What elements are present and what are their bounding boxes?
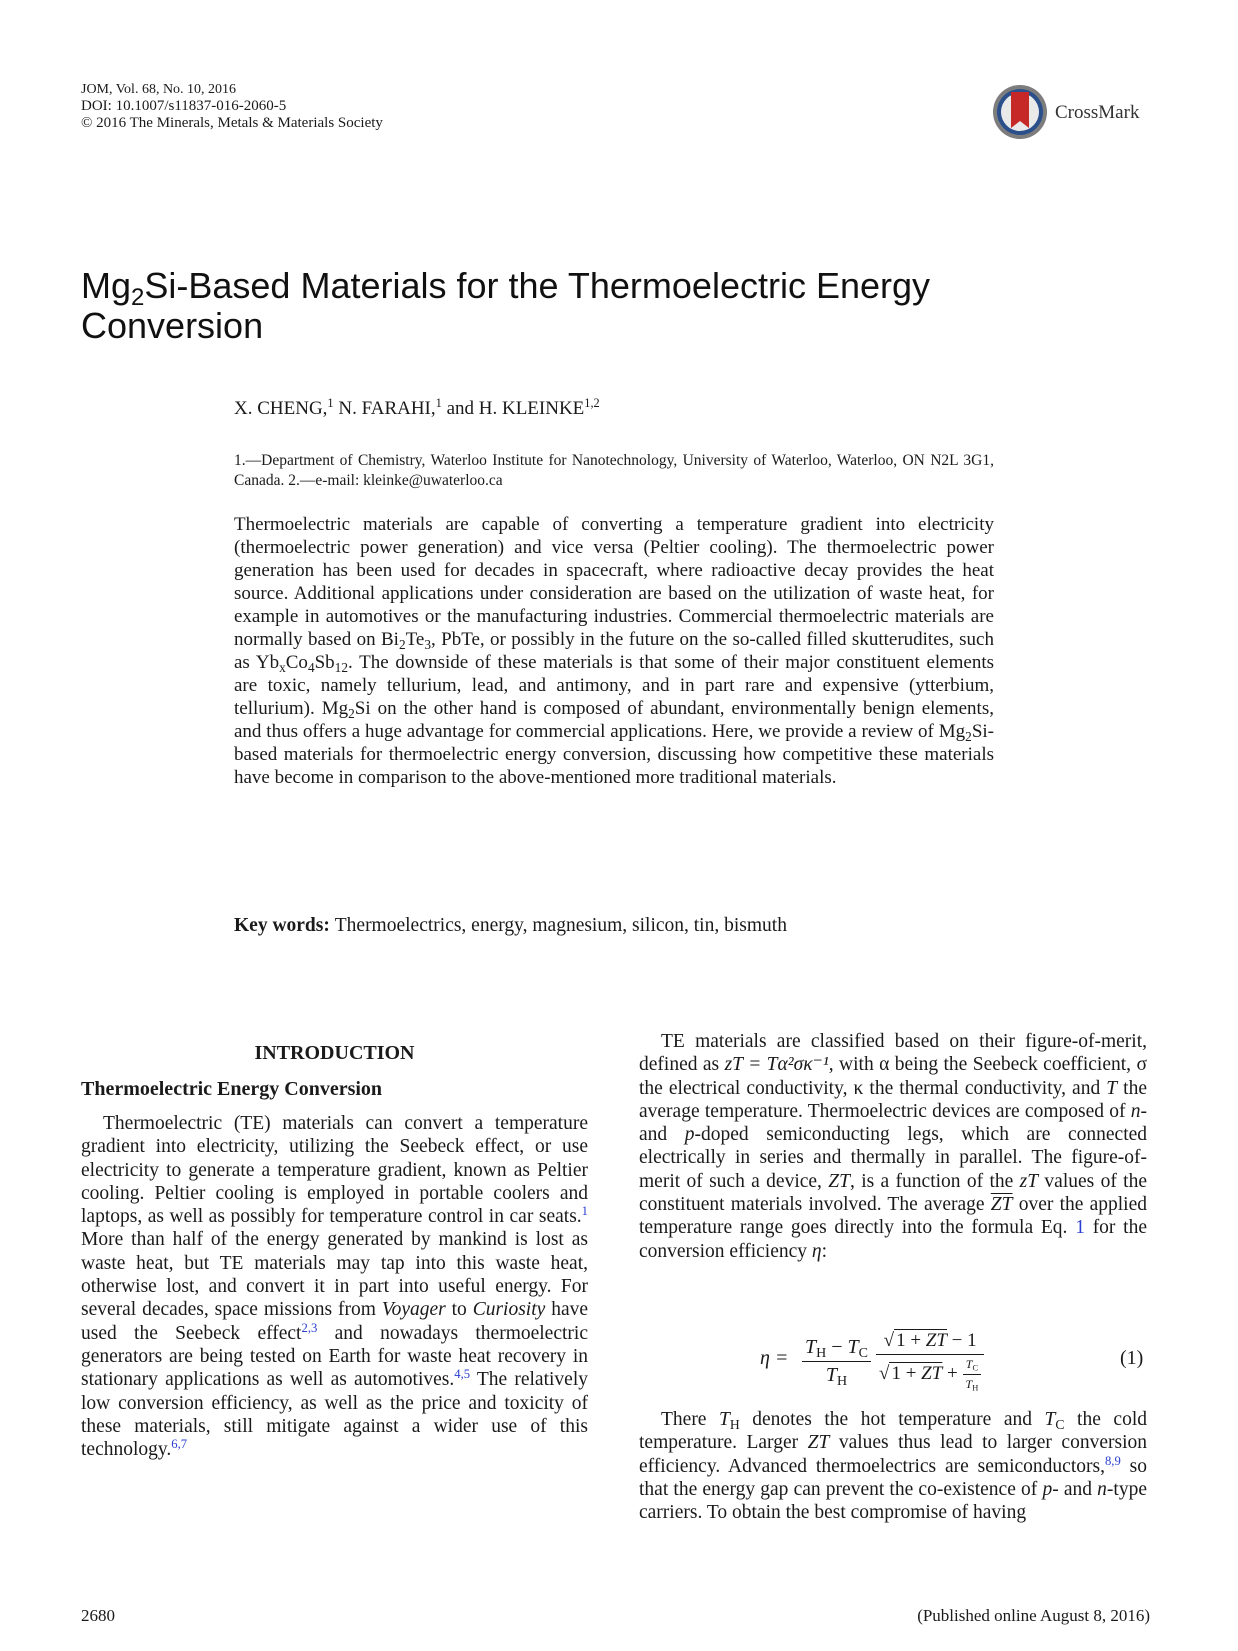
author-list — [234, 398, 600, 420]
citation-link[interactable]: 2,3 — [301, 1320, 318, 1335]
crossmark-label: CrossMark — [1055, 102, 1140, 123]
equation-lhs: η = — [760, 1347, 789, 1369]
citation-link[interactable]: 4,5 — [454, 1367, 471, 1382]
affiliation: 1.—Department of Chemistry, Waterloo Institute for Nanotechnology, University of Waterloo, Waterloo, ON N2L 3G1, Canada. 2.—e-mail: kleinke@uwaterloo.ca — [234, 452, 994, 489]
crossmark-icon — [992, 84, 1048, 140]
published-online-date: (Published online August 8, 2016) — [917, 1606, 1150, 1625]
conversion-efficiency-paragraph: There $T_H$ denotes the hot temperature and $T_C$ the cold temperature. Larger ZT values thus lead to larger conversion efficiency. Advanced thermoelectrics are semiconductors,$^{8,9}$ so that the energy gap can prevent the co-existence of p- and n-type carriers. To obtain the best compromise of having — [639, 1409, 1147, 1524]
keywords-label: Key words: — [234, 915, 330, 936]
equation-1 — [760, 1330, 1150, 1394]
equation-fraction-1: $\frac{T_H - T_C}{T_H}$ — [802, 1336, 871, 1387]
keywords-text: Thermoelectrics, energy, magnesium, silicon, tin, bismuth — [334, 915, 787, 936]
intro-paragraph: Thermoelectric (TE) materials can convert a temperature gradient into electricity, utilizing the Seebeck effect, or use electricity to generate a temperature gradient, known as Peltier cooling. Peltier cooling is employed in portable coolers and laptops, as well as possibly for temperature control in car seats.$^1$ More than half of the energy generated by mankind is lost as waste heat, but TE materials may tap into this waste heat, otherwise lost, and convert it in part into useful energy. For several decades, space missions from Voyager to Curiosity have used the Seebeck effect$^{2,3}$ and nowadays thermoelectric generators are being tested on Earth for waste heat recovery in stationary applications as well as automotives.$^{4,5}$ The relatively low conversion efficiency, as well as the price and toxicity of these materials, still mitigate against a wider use of this technology.$^{6,7}$ — [81, 1113, 589, 1461]
copyright: © 2016 The Minerals, Metals & Materials Society — [81, 115, 383, 131]
equation-link[interactable]: 1 — [1075, 1217, 1085, 1239]
author-affil-mark: 1 — [435, 396, 442, 411]
article-title — [81, 266, 1081, 346]
author-name: and H. KLEINKE — [441, 398, 585, 419]
subsection-heading: Thermoelectric Energy Conversion — [81, 1078, 383, 1100]
author-affil-mark: 1,2 — [584, 396, 600, 411]
title-text: Mg — [81, 265, 132, 306]
section-heading-introduction: INTRODUCTION — [254, 1042, 415, 1064]
equation-number: (1) — [1120, 1347, 1144, 1369]
title-subscript: 2 — [131, 284, 145, 311]
equation-fraction-2: √ $1 + \overline{ZT} - 1$ √ $1 + \overline{ZT}$ + $\frac{T_C}{T_H}$ — [876, 1330, 984, 1392]
title-text-rest: Si-Based Materials for the Thermoelectric Energy — [144, 265, 931, 306]
abstract: Thermoelectric materials are capable of converting a temperature gradient into electricity (thermoelectric power generation) and vice versa (Peltier cooling). The thermoelectric power generation has been used for decades in spacecraft, where radioactive decay provides the heat source. Additional applications under consideration are based on the utilization of waste heat, for example in automotives or the manufacturing industries. Commercial thermoelectric materials are normally based on $Bi_2Te_3$, PbTe, or possibly in the future on the so-called filled skutterudites, such as $Yb_xCo_4Sb_{12}$. The downside of these materials is that some of their major constituent elements are toxic, namely tellurium, lead, and antimony, and in part rare and expensive (ytterbium, tellurium). $Mg_2Si$ on the other hand is composed of abundant, environmentally benign elements, and thus offers a huge advantage for commercial applications. Here, we provide a review of $Mg_2Si$-based materials for thermoelectric energy conversion, discussing how competitive these materials have become in comparison to the above-mentioned more traditional materials. — [234, 514, 995, 788]
author-name: X. CHENG, — [234, 398, 328, 419]
crossmark-badge[interactable] — [992, 84, 1150, 142]
citation-link[interactable]: 8,9 — [1104, 1453, 1121, 1468]
page-number: 2680 — [81, 1606, 115, 1625]
journal-citation: JOM, Vol. 68, No. 10, 2016 — [81, 82, 237, 97]
author-name: N. FARAHI, — [333, 398, 436, 419]
doi: DOI: 10.1007/s11837-016-2060-5 — [81, 98, 287, 114]
citation-link[interactable]: 6,7 — [171, 1437, 188, 1452]
title-line-2: Conversion — [81, 305, 264, 346]
citation-link[interactable]: 1 — [581, 1204, 588, 1219]
figure-of-merit-paragraph: TE materials are classified based on their figure-of-merit, defined as zT = Tα²σκ⁻¹, with α being the Seebeck coefficient, σ the electrical conductivity, κ the thermal conductivity, and T the average temperature. Thermoelectric devices are composed of n- and p-doped semiconducting legs, which are connected electrically in series and thermally in parallel. The figure-of-merit of such a device, ZT, is a function of the zT values of the constituent materials involved. The average $\overline{ZT}$ over the applied temperature range goes directly into the formula Eq. 1 for the conversion efficiency η: — [639, 1031, 1148, 1262]
keywords — [234, 915, 787, 937]
author-affil-mark: 1 — [327, 396, 334, 411]
journal-header — [81, 81, 383, 132]
